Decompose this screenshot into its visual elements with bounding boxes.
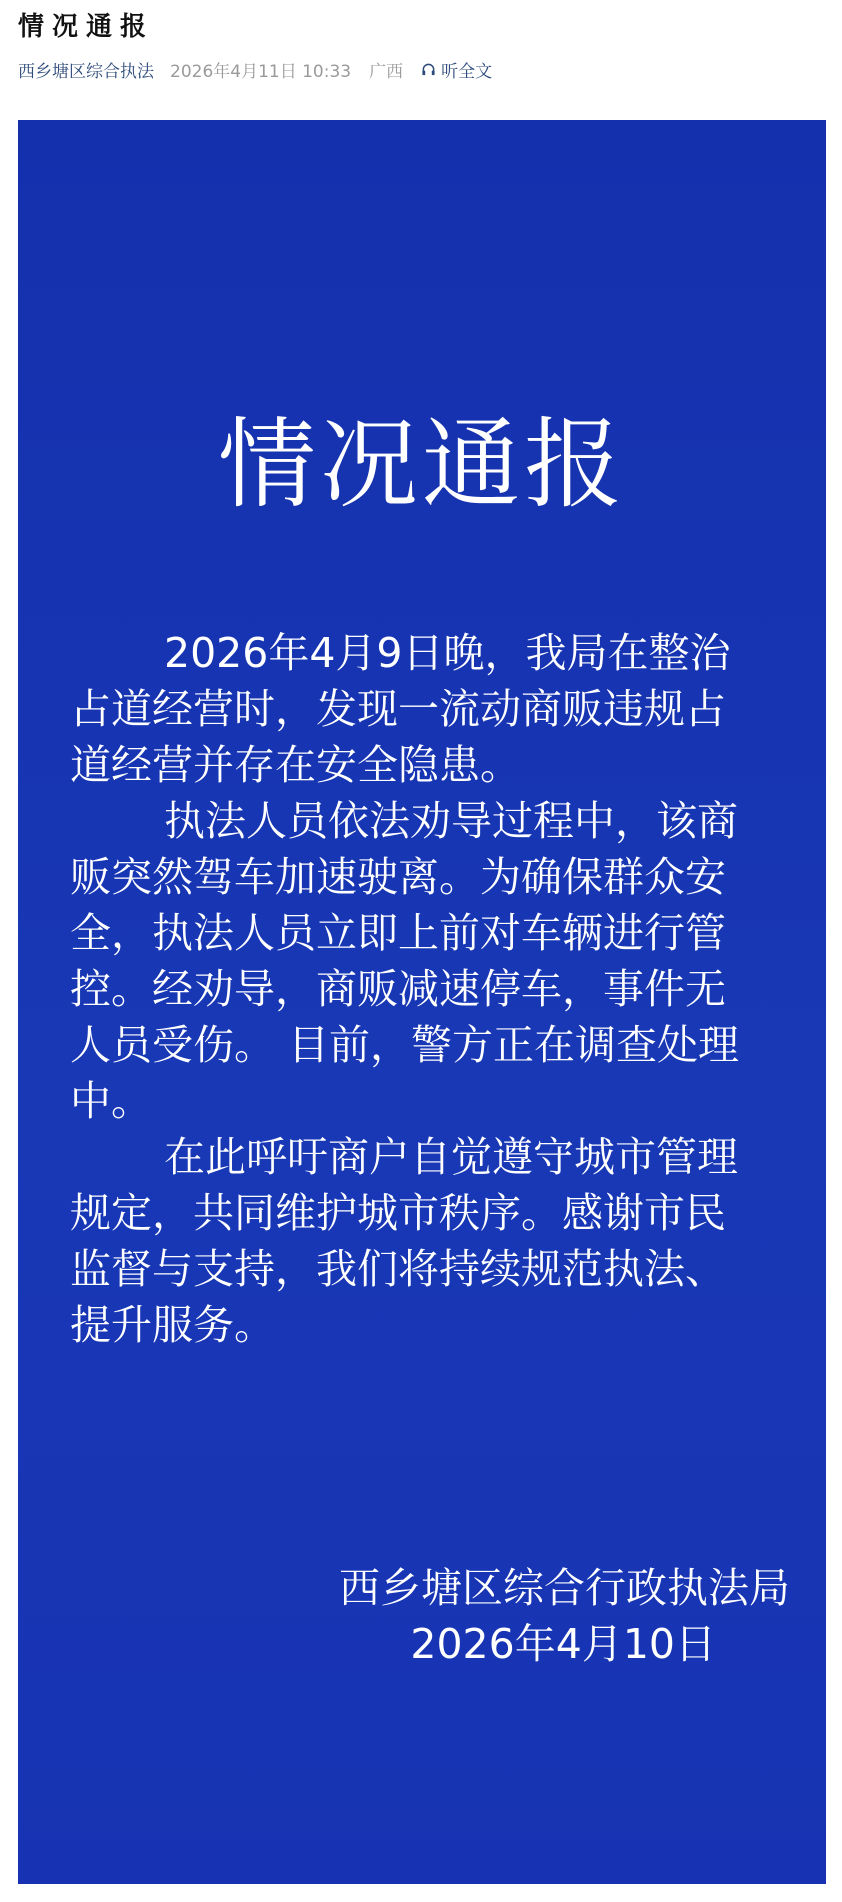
notice-line: 监督与支持，我们将持续规范执法、	[70, 1245, 726, 1293]
notice-line: 规定，共同维护城市秩序。感谢市民	[70, 1189, 726, 1237]
notice-line: 占道经营时，发现一流动商贩违规占	[70, 685, 726, 733]
article-title: 情况通报	[18, 12, 155, 42]
notice-paragraph	[70, 793, 790, 1129]
source-link[interactable]: 西乡塘区综合执法	[18, 61, 154, 82]
notice-line: 执法人员依法劝导过程中，该商	[164, 797, 738, 845]
notice-line: 2026年4月9日晚，我局在整治	[164, 629, 731, 677]
notice-line: 提升服务。	[70, 1301, 275, 1349]
notice-line: 控。经劝导，商贩减速停车，事件无	[70, 965, 726, 1013]
notice-body	[70, 625, 790, 1353]
notice-line: 贩突然驾车加速驶离。为确保群众安	[70, 853, 726, 901]
notice-image	[18, 120, 826, 1884]
signature-org: 西乡塘区综合行政执法局	[339, 1564, 790, 1612]
headphones-icon	[421, 62, 436, 77]
notice-line: 道经营并存在安全隐患。	[70, 741, 521, 789]
notice-signature	[339, 1560, 790, 1672]
publish-date: 2026年4月11日 10:33	[170, 61, 352, 82]
notice-paragraph	[70, 625, 790, 793]
notice-heading: 情况通报	[217, 408, 626, 522]
listen-label: 听全文	[441, 61, 493, 82]
signature-date: 2026年4月10日	[410, 1620, 716, 1668]
notice-line: 全，执法人员立即上前对车辆进行管	[70, 909, 726, 957]
notice-paragraph	[70, 1129, 790, 1353]
notice-line: 在此呼吁商户自觉遵守城市管理	[164, 1133, 738, 1181]
notice-line: 人员受伤。 目前，警方正在调查处理	[70, 1021, 740, 1069]
notice-line: 中。	[70, 1077, 152, 1125]
region-label: 广西	[369, 61, 404, 82]
listen-button[interactable]	[421, 57, 492, 82]
article-meta	[18, 56, 492, 82]
